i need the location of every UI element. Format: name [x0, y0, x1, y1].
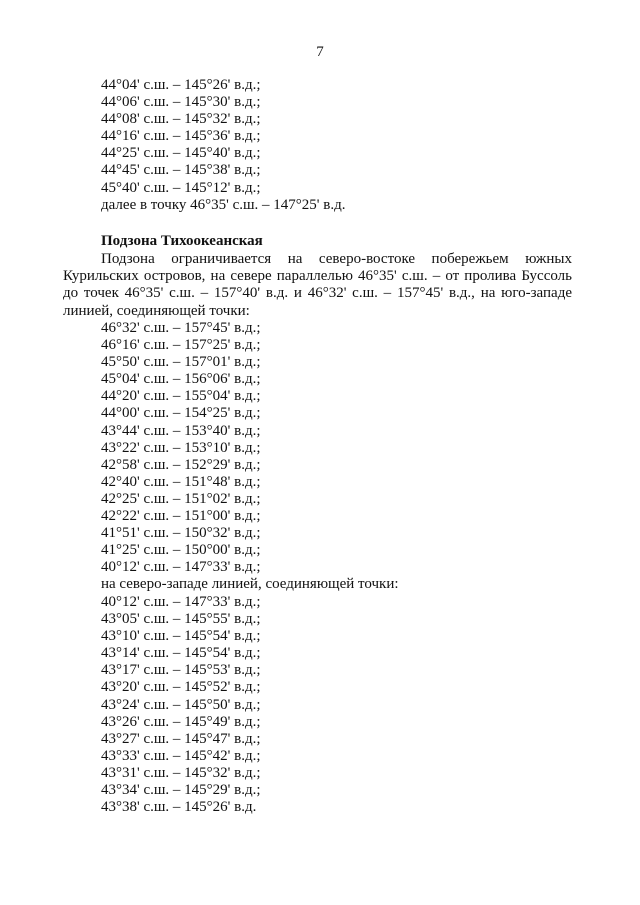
coordinate-line: 43°44' с.ш. – 153°40' в.д.; [101, 422, 261, 439]
paragraph-line: до точек 46°35' с.ш. – 157°40' в.д. и 46°32' с.ш. – 157°45' в.д., на юго-западе [63, 285, 572, 302]
paragraph-line: Курильских островов, на севере параллелью 46°35' с.ш. – от пролива Буссоль [63, 268, 572, 285]
coordinate-line: 44°25' с.ш. – 145°40' в.д.; [101, 145, 261, 162]
coordinate-line: 40°12' с.ш. – 147°33' в.д.; [101, 594, 261, 610]
coordinate-line: на северо-западе линией, соединяющей точки: [101, 576, 399, 593]
coordinate-line: 43°27' с.ш. – 145°47' в.д.; [101, 730, 261, 747]
coordinate-line: 42°25' с.ш. – 151°02' в.д.; [101, 490, 261, 507]
coordinate-line: 43°34' с.ш. – 145°29' в.д.; [101, 782, 261, 799]
coordinate-line: 41°25' с.ш. – 150°00' в.д.; [101, 542, 261, 559]
coordinate-line: 44°08' с.ш. – 145°32' в.д.; [101, 111, 261, 128]
coordinate-line: 43°26' с.ш. – 145°49' в.д.; [101, 713, 261, 730]
coordinate-line: 42°22' с.ш. – 151°00' в.д.; [101, 508, 261, 525]
coordinate-line: 44°16' с.ш. – 145°36' в.д.; [101, 128, 261, 145]
coordinate-line: 43°22' с.ш. – 153°10' в.д.; [101, 439, 261, 456]
coordinate-list-3 [101, 594, 261, 816]
coordinate-line: 45°04' с.ш. – 156°06' в.д.; [101, 371, 261, 388]
coordinate-line: 43°20' с.ш. – 145°52' в.д.; [101, 679, 261, 696]
coordinate-line: 44°00' с.ш. – 154°25' в.д.; [101, 405, 261, 422]
coordinate-line: 45°40' с.ш. – 145°12' в.д.; [101, 179, 261, 196]
coordinate-line: 44°20' с.ш. – 155°04' в.д.; [101, 388, 261, 405]
coordinate-line: 43°33' с.ш. – 145°42' в.д.; [101, 747, 261, 764]
coordinate-line: 44°04' с.ш. – 145°26' в.д.; [101, 77, 261, 93]
coordinate-line: 40°12' с.ш. – 147°33' в.д.; [101, 559, 261, 576]
coordinate-list-2 [101, 320, 399, 594]
coordinate-list-1 [101, 77, 345, 214]
section-heading: Подзона Тихоокеанская [101, 233, 263, 249]
coordinate-line: 46°16' с.ш. – 157°25' в.д.; [101, 337, 261, 354]
paragraph-line: линией, соединяющей точки: [63, 302, 250, 319]
coordinate-line: 43°14' с.ш. – 145°54' в.д.; [101, 645, 261, 662]
coordinate-line: 46°32' с.ш. – 157°45' в.д.; [101, 320, 261, 336]
coordinate-line: 43°10' с.ш. – 145°54' в.д.; [101, 628, 261, 645]
coordinate-line: 42°58' с.ш. – 152°29' в.д.; [101, 456, 261, 473]
coordinate-line: 43°38' с.ш. – 145°26' в.д. [101, 799, 257, 816]
paragraph-line: Подзона ограничивается на северо-востоке побережьем южных [101, 251, 572, 267]
coordinate-line: 43°17' с.ш. – 145°53' в.д.; [101, 662, 261, 679]
coordinate-line: 45°50' с.ш. – 157°01' в.д.; [101, 354, 261, 371]
page-number: 7 [316, 44, 324, 60]
coordinate-line: 43°31' с.ш. – 145°32' в.д.; [101, 764, 261, 781]
coordinate-line: 44°06' с.ш. – 145°30' в.д.; [101, 94, 261, 111]
coordinate-line: 41°51' с.ш. – 150°32' в.д.; [101, 525, 261, 542]
coordinate-line: 43°24' с.ш. – 145°50' в.д.; [101, 696, 261, 713]
subzone-description [63, 251, 572, 320]
coordinate-line: 43°05' с.ш. – 145°55' в.д.; [101, 611, 261, 628]
coordinate-line: 44°45' с.ш. – 145°38' в.д.; [101, 162, 261, 179]
coordinate-line: 42°40' с.ш. – 151°48' в.д.; [101, 473, 261, 490]
coordinate-line: далее в точку 46°35' с.ш. – 147°25' в.д. [101, 196, 346, 213]
